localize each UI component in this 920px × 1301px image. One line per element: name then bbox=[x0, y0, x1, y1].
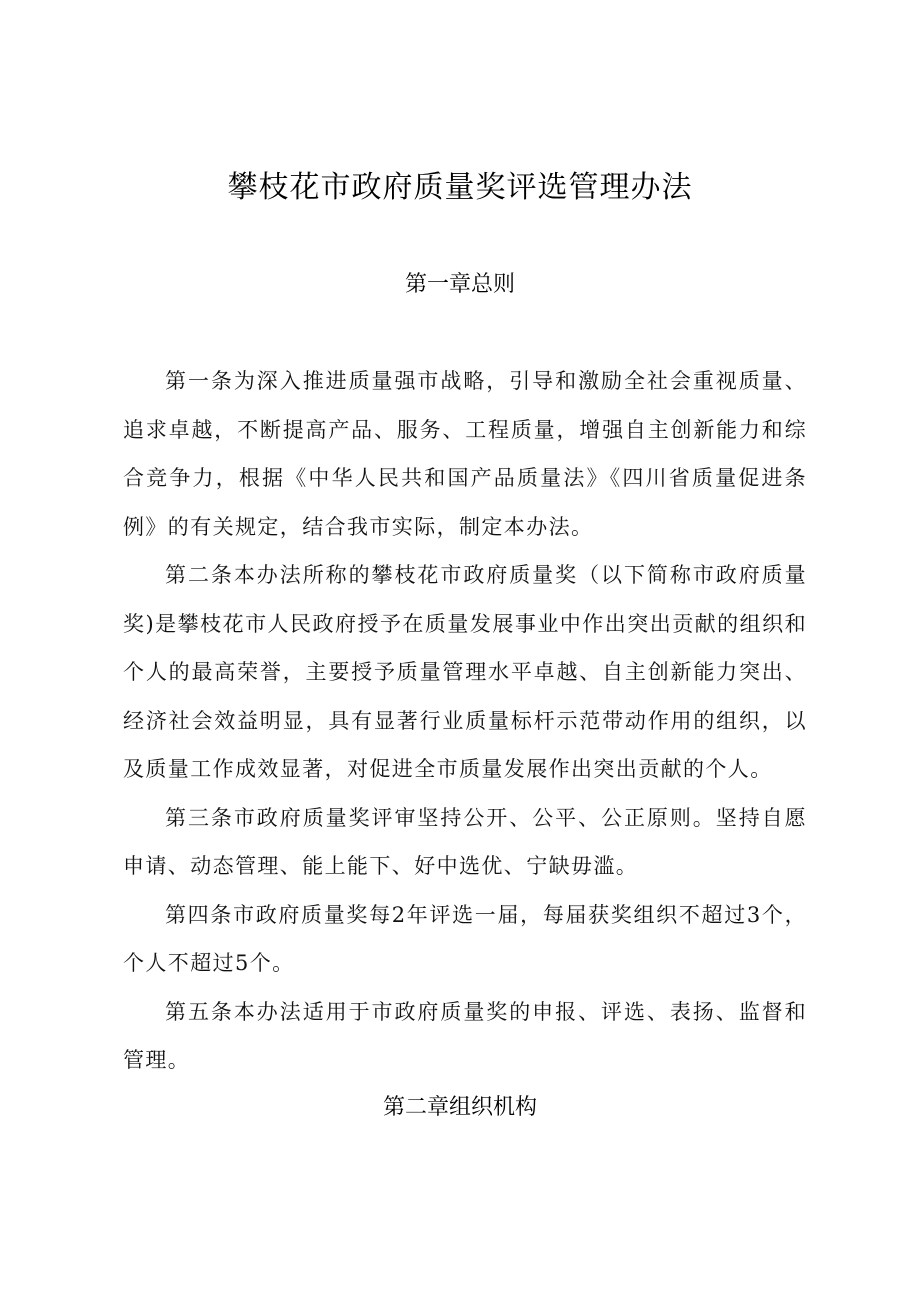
chapter-2-heading: 第二章组织机构 bbox=[382, 1095, 537, 1120]
document-title: 攀枝花市政府质量奖评选管理办法 bbox=[227, 170, 693, 205]
article-5: 第五条本办法适用于市政府质量奖的申报、评选、表扬、监督和管理。 bbox=[123, 999, 807, 1072]
article-1: 第一条为深入推进质量强市战略，引导和激励全社会重视质量、追求卓越，不断提高产品、服务、工程质量，增强自主创新能力和综合竞争力，根据《中华人民共和国产品质量法》《四川省质量促进条例》的有关规定，结合我市实际，制定本办法。 bbox=[123, 369, 807, 539]
article-3: 第三条市政府质量奖评审坚持公开、公平、公正原则。坚持自愿申请、动态管理、能上能下、好中选优、宁缺毋滥。 bbox=[123, 805, 807, 878]
article-2: 第二条本办法所称的攀枝花市政府质量奖（以下简称市政府质量奖)是攀枝花市人民政府授予在质量发展事业中作出突出贡献的组织和个人的最高荣誉，主要授予质量管理水平卓越、自主创新能力突出、经济社会效益明显，具有显著行业质量标杆示范带动作用的组织，以及质量工作成效显著，对促进全市质量发展作出突出贡献的个人。 bbox=[123, 563, 807, 781]
chapter-1-heading: 第一章总则 bbox=[404, 272, 515, 297]
article-4: 第四条市政府质量奖每2年评选一届，每届获奖组织不超过3个，个人不超过5个。 bbox=[123, 902, 807, 975]
chapter-1-body bbox=[123, 357, 807, 1085]
